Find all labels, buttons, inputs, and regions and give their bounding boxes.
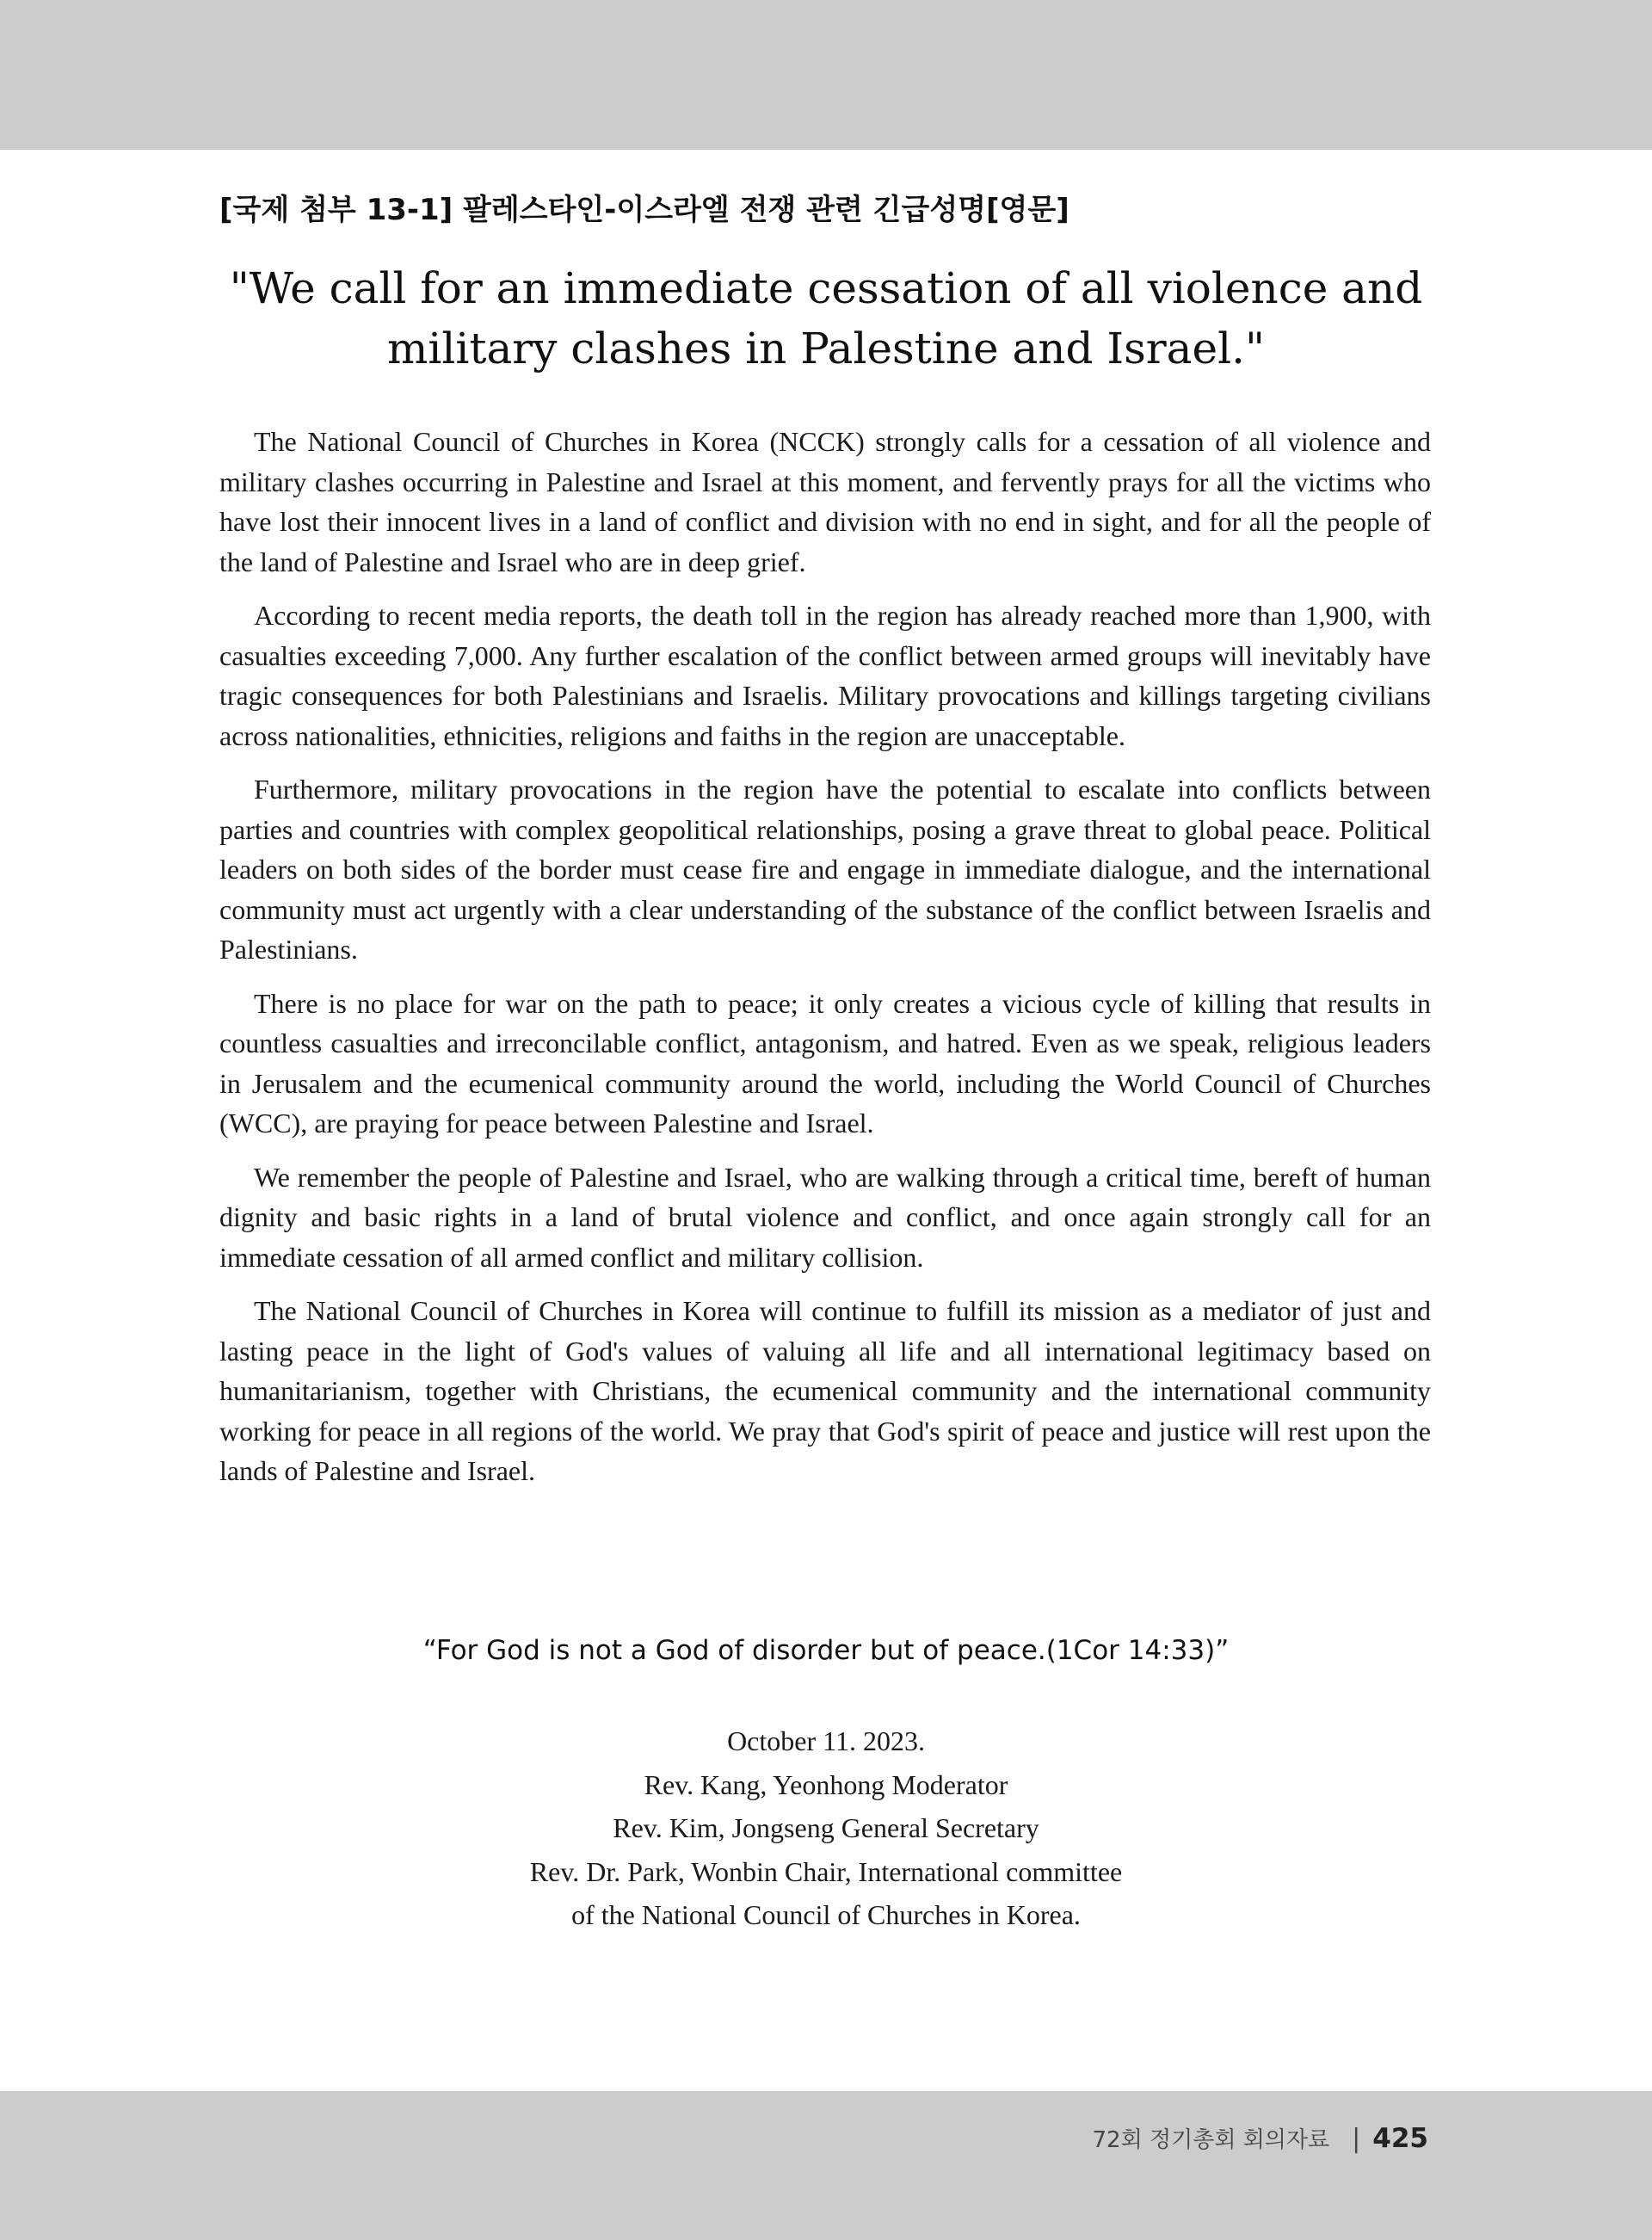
signature-line: Rev. Kim, Jongseng General Secretary	[613, 1812, 1039, 1843]
paragraph: Furthermore, military provocations in the region have the potential to escalate into conflicts between parties and countries with complex geopolitical relationships, posing a grave threat to global peace. Political leaders on both sides of the border must cease fire and engage in immediate dialogue, and the international community must act urgently with a clear understanding of the substance of the conflict between Israelis and Palestinians.	[219, 774, 1431, 965]
scripture-quote: “For God is not a God of disorder but of peace.(1Cor 14:33)”	[422, 1635, 1230, 1666]
paragraph: There is no place for war on the path to peace; it only creates a vicious cycle of killing that results in countless casualties and irreconcilable conflict, antagonism, and hatred. Even as we speak, religious leaders in Jerusalem and the ecumenical community around the world, including the World Council of Churches (WCC), are praying for peace between Palestine and Israel.	[219, 987, 1431, 1139]
statement-body	[219, 422, 1431, 1505]
paragraph: The National Council of Churches in Korea will continue to fulfill its mission as a mediator of just and lasting peace in the light of God's values of valuing all life and all international legitimacy based on humanitarianism, together with Christians, the ecumenical community and the international community working for peace in all regions of the world. We pray that God's spirit of peace and justice will rest upon the lands of Palestine and Israel.	[219, 1295, 1431, 1486]
signature-date: October 11. 2023.	[727, 1725, 925, 1756]
header-band	[0, 0, 1652, 150]
footer-band	[0, 2091, 1652, 2240]
footer-label: 72회 정기총회 회의자료	[1092, 2127, 1330, 2153]
paragraph: The National Council of Churches in Korea (NCCK) strongly calls for a cessation of all violence and military clashes occurring in Palestine and Israel at this moment, and fervently prays for all the victims who have lost their innocent lives in a land of conflict and division with no end in sight, and for all the people of the land of Palestine and Israel who are in deep grief.	[219, 426, 1431, 577]
paragraph: According to recent media reports, the death toll in the region has already reached more than 1,900, with casualties exceeding 7,000. Any further escalation of the conflict between armed groups will inevitably have tragic consequences for both Palestinians and Israelis. Military provocations and killings targeting civilians across nationalities, ethnicities, religions and faiths in the region are unacceptable.	[219, 600, 1431, 751]
footer-separator: |	[1352, 2124, 1361, 2154]
statement-title-line-2: military clashes in Palestine and Israel."	[387, 324, 1265, 373]
signature-line: Rev. Dr. Park, Wonbin Chair, International committee	[529, 1855, 1123, 1887]
page-number: 425	[1372, 2123, 1428, 2154]
paragraph: We remember the people of Palestine and Israel, who are walking through a critical time, bereft of human dignity and basic rights in a land of brutal violence and conflict, and once again strongly call for an immediate cessation of all armed conflict and military collision.	[219, 1161, 1431, 1273]
signature-block	[219, 1719, 1433, 1937]
signature-line: of the National Council of Churches in Korea.	[571, 1899, 1081, 1930]
section-heading: [국제 첨부 13-1] 팔레스타인-이스라엘 전쟁 관련 긴급성명[영문]	[219, 193, 1069, 227]
page-footer	[1093, 2122, 1429, 2154]
signature-line: Rev. Kang, Yeonhong Moderator	[644, 1768, 1008, 1800]
statement-title-line-1: "We call for an immediate cessation of all violence and	[229, 263, 1423, 313]
statement-title	[219, 258, 1433, 379]
